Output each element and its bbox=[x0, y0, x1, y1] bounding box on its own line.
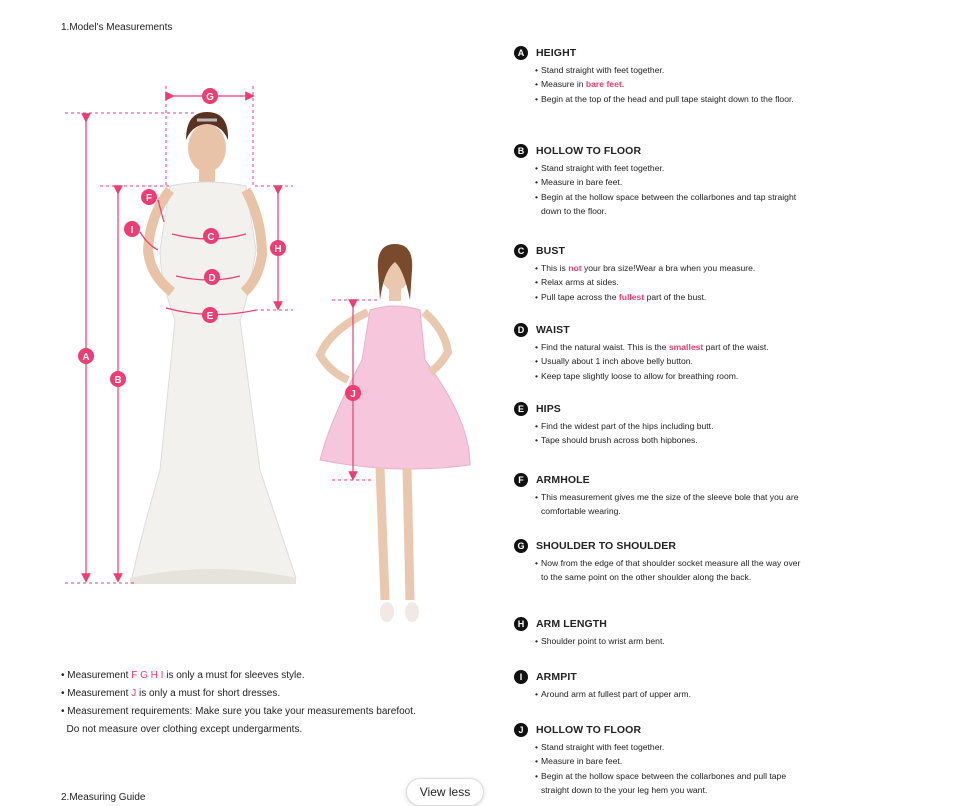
marker-H bbox=[270, 240, 286, 256]
guide-title: HEIGHT bbox=[536, 47, 577, 59]
highlight-text: smallest bbox=[668, 342, 704, 352]
letter-badge: G bbox=[514, 539, 528, 553]
svg-text:J: J bbox=[350, 389, 356, 400]
guide-title: ARMPIT bbox=[536, 671, 577, 683]
guide-bullet: • Usually about 1 inch above belly button. bbox=[536, 354, 769, 368]
svg-text:A: A bbox=[82, 352, 90, 363]
girl-figure bbox=[320, 244, 470, 622]
note-short-dresses: • Measurement J is only a must for short dresses. bbox=[61, 688, 281, 699]
letter-badge: H bbox=[514, 617, 528, 631]
guide-bullet: • Stand straight with feet together. bbox=[536, 161, 804, 175]
marker-A bbox=[78, 348, 94, 364]
svg-text:G: G bbox=[206, 92, 214, 103]
guide-bullet: • Measure in bare feet. bbox=[536, 175, 804, 189]
marker-J bbox=[345, 385, 361, 401]
marker-C bbox=[203, 228, 219, 244]
guide-bullets bbox=[514, 556, 804, 585]
guide-bullet: • Pull tape across the fullest part of the bust. bbox=[536, 290, 755, 304]
guide-bullet: • Stand straight with feet together. bbox=[536, 63, 794, 77]
guide-bullet: • Relax arms at sides. bbox=[536, 275, 755, 289]
guide-bullet: • Measure in bare feet. bbox=[536, 77, 794, 91]
guide-title: HIPS bbox=[536, 403, 561, 415]
marker-E bbox=[202, 307, 218, 323]
guide-title: SHOULDER TO SHOULDER bbox=[536, 540, 677, 552]
letter-badge: E bbox=[514, 402, 528, 416]
guide-bullets bbox=[514, 63, 794, 106]
marker-F bbox=[141, 189, 157, 205]
guide-bullets bbox=[514, 419, 713, 448]
guide-bullet: • Begin at the hollow space between the collarbones and pull tape straight down to the your leg hem you want. bbox=[536, 769, 804, 798]
guide-item-G bbox=[514, 538, 804, 585]
guide-item-A bbox=[514, 45, 794, 106]
guide-bullet: • Begin at the top of the head and pull tape staight down to the floor. bbox=[536, 92, 794, 106]
guide-bullet: • This is not your bra size!Wear a bra when you measure. bbox=[536, 261, 755, 275]
svg-text:B: B bbox=[114, 375, 122, 386]
note-requirements: • Measurement requirements: Make sure you take your measurements barefoot. bbox=[61, 706, 416, 717]
guide-bullets bbox=[514, 740, 804, 798]
guide-bullet: • Tape should brush across both hipbones. bbox=[536, 433, 713, 447]
guide-bullets bbox=[514, 161, 804, 219]
guide-bullets bbox=[514, 340, 769, 383]
guide-bullet: • Find the natural waist. This is the smallest part of the waist. bbox=[536, 340, 769, 354]
guide-item-C bbox=[514, 243, 755, 304]
guide-item-J bbox=[514, 722, 804, 798]
bride-figure bbox=[130, 112, 296, 584]
guide-item-B bbox=[514, 143, 804, 219]
guide-item-I bbox=[514, 669, 691, 701]
letter-badge: F bbox=[514, 473, 528, 487]
guide-bullet: • Measure in bare feet. bbox=[536, 754, 804, 768]
letter-badge: C bbox=[514, 244, 528, 258]
guide-bullets bbox=[514, 261, 755, 304]
guide-bullet: • This measurement gives me the size of the sleeve bole that you are comfortable wearing. bbox=[536, 490, 804, 519]
guide-title: ARM LENGTH bbox=[536, 618, 607, 630]
letter-badge: I bbox=[514, 670, 528, 684]
guide-title: BUST bbox=[536, 245, 565, 257]
svg-text:D: D bbox=[208, 273, 216, 284]
guide-title: ARMHOLE bbox=[536, 474, 590, 486]
guide-bullets bbox=[514, 490, 804, 519]
guide-bullet: • Stand straight with feet together. bbox=[536, 740, 804, 754]
letter-badge: B bbox=[514, 144, 528, 158]
guide-title: HOLLOW TO FLOOR bbox=[536, 145, 642, 157]
marker-I bbox=[124, 221, 140, 237]
guide-bullet: • Around arm at fullest part of upper arm. bbox=[536, 687, 691, 701]
svg-text:H: H bbox=[274, 244, 282, 255]
guide-bullets bbox=[514, 634, 665, 648]
measurement-illustration bbox=[0, 0, 500, 660]
highlight-text: fullest bbox=[618, 291, 645, 302]
note-undergarments: Do not measure over clothing except undergarments. bbox=[61, 724, 303, 735]
guide-bullet: • Find the widest part of the hips including butt. bbox=[536, 419, 713, 433]
guide-item-D bbox=[514, 322, 769, 383]
marker-B bbox=[110, 371, 126, 387]
guide-bullets bbox=[514, 687, 691, 701]
svg-text:C: C bbox=[207, 232, 215, 243]
svg-text:I: I bbox=[130, 225, 134, 236]
view-less-button[interactable]: View less bbox=[406, 778, 484, 806]
guide-title: HOLLOW TO FLOOR bbox=[536, 724, 642, 736]
section-title: 1.Model's Measurements bbox=[61, 22, 173, 33]
svg-text:E: E bbox=[206, 311, 214, 322]
letter-badge: A bbox=[514, 46, 528, 60]
next-section-title: 2.Measuring Guide bbox=[61, 792, 146, 803]
guide-bullet: • Now from the edge of that shoulder socket measure all the way over to the same point on the other shoulder along the back. bbox=[536, 556, 804, 585]
guide-bullet: • Shoulder point to wrist arm bent. bbox=[536, 634, 665, 648]
measurement-notes bbox=[61, 667, 416, 739]
svg-text:F: F bbox=[145, 193, 153, 204]
letter-badge: D bbox=[514, 323, 528, 337]
marker-G bbox=[202, 88, 218, 104]
highlight-text: bare feet. bbox=[585, 79, 625, 90]
guide-item-E bbox=[514, 401, 713, 448]
note-sleeves: • Measurement F G H I is only a must for sleeves style. bbox=[61, 670, 305, 681]
guide-bullet: • Keep tape slightly loose to allow for breathing room. bbox=[536, 369, 769, 383]
highlight-text: not bbox=[568, 263, 582, 273]
letter-badge: J bbox=[514, 723, 528, 737]
guide-item-F bbox=[514, 472, 804, 519]
marker-D bbox=[204, 269, 220, 285]
guide-bullet: • Begin at the hollow space between the collarbones and tap straight down to the floor. bbox=[536, 190, 804, 219]
guide-title: WAIST bbox=[536, 324, 570, 336]
guide-item-H bbox=[514, 616, 665, 648]
